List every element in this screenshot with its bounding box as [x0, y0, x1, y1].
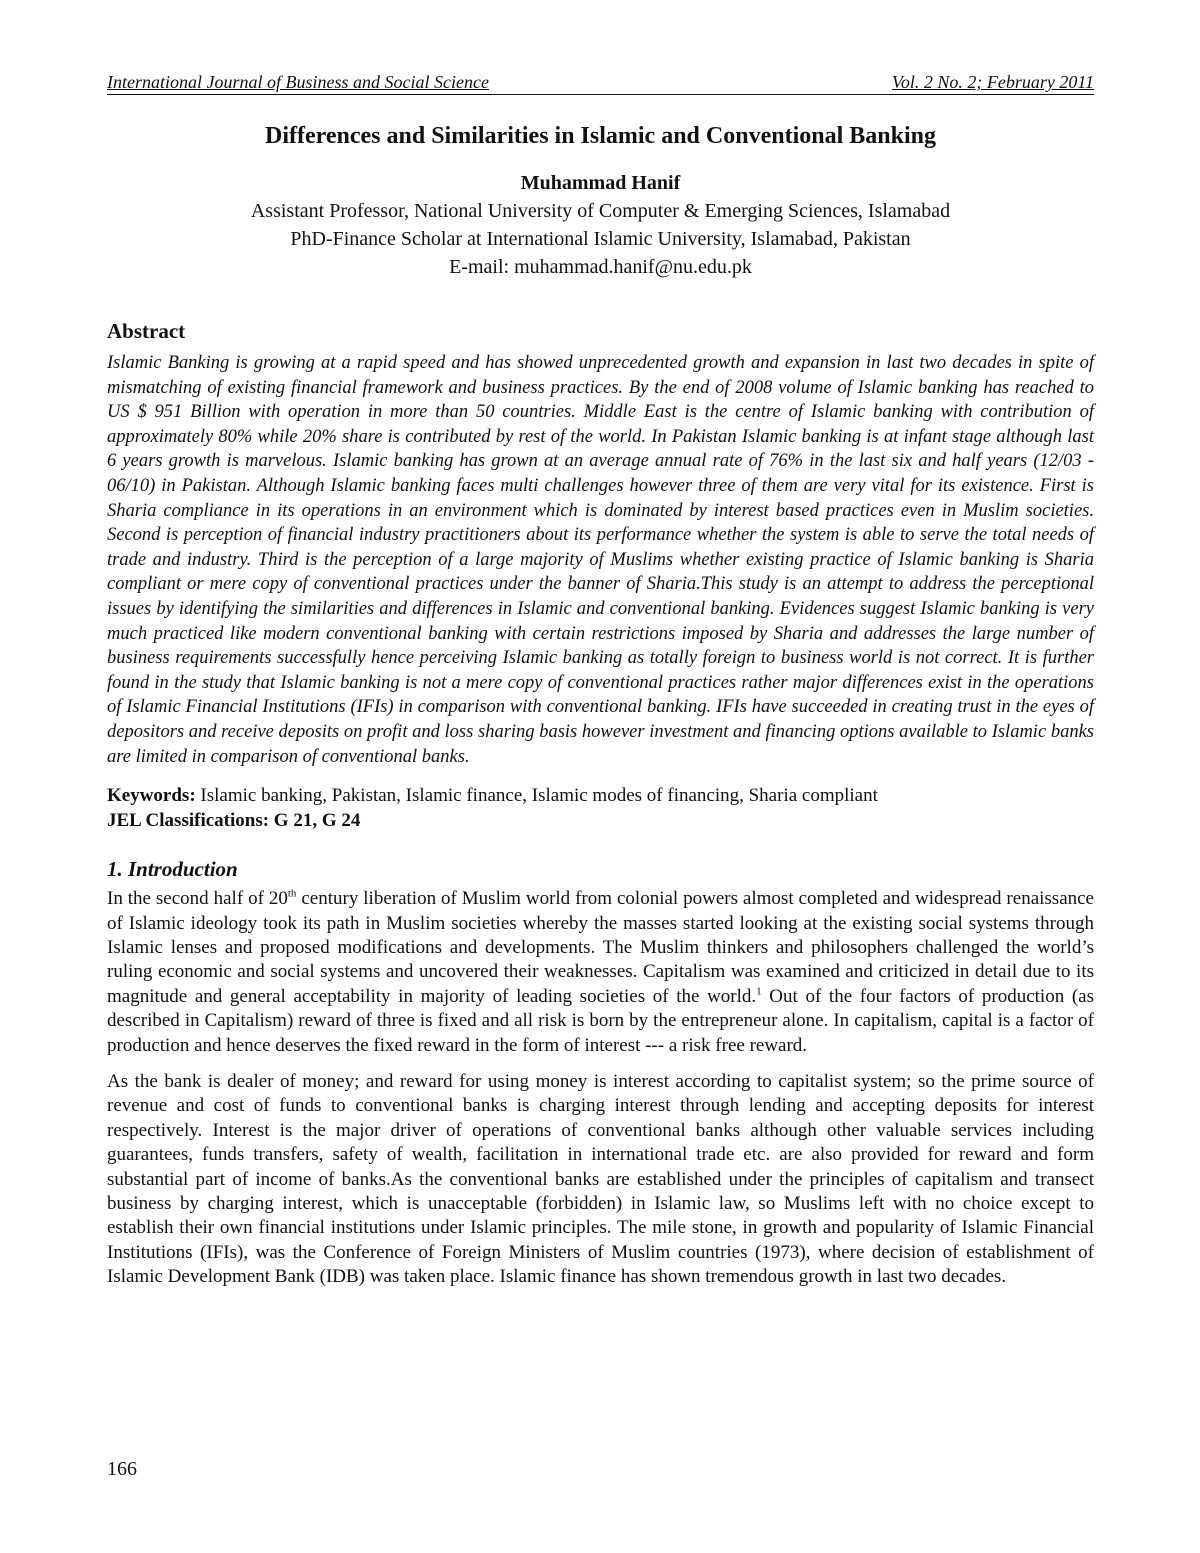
intro-p1-start: In the second half of 20 [107, 888, 288, 910]
jel-classifications: JEL Classifications: G 21, G 24 [107, 810, 361, 832]
page-number: 166 [107, 1458, 137, 1480]
intro-paragraph-1 [107, 887, 1094, 1058]
author-name: Muhammad Hanif [520, 172, 681, 194]
ordinal-superscript: th [287, 887, 297, 900]
intro-p1-end: Out of the four factors of production (as described in Capitalism) reward of three is fixed and all risk is born by the entrepreneur alone. In capitalism, capital is a factor of production and hence deserves the fixed reward in the form of interest --- a risk free reward. [107, 985, 1095, 1056]
running-header [107, 70, 1094, 95]
paper-page [107, 70, 1094, 1302]
keywords-label: Keywords: [107, 785, 196, 807]
intro-p1-middle: century liberation of Muslim world from colonial powers almost completed and widespread renaissance of Islamic ideology took its path in Muslim societies whereby the masses started looking at the existing social systems through Islamic lenses and proposed modifications and developments. The Muslim thinkers and philosophers challenged the world’s ruling economic and social systems and uncovered their weaknesses. Capitalism was examined and criticized in detail due to its magnitude and general acceptability in majority of leading societies of the world. [107, 888, 1094, 1007]
keywords-text: Islamic banking, Pakistan, Islamic finance, Islamic modes of financing, Sharia compliant [195, 785, 878, 807]
introduction-heading: 1. Introduction [107, 857, 238, 882]
journal-name: International Journal of Business and Social Science [107, 72, 489, 92]
abstract-heading: Abstract [107, 319, 186, 343]
abstract-text: Islamic Banking is growing at a rapid speed and has showed unprecedented growth and expansion in last two decades in spite of mismatching of existing financial framework and business practices. By the end of 2008 volume of Islamic banking has reached to US $ 951 Billion with operation in more than 50 countries. Middle East is the centre of Islamic banking with contribution of approximately 80% while 20% share is contributed by rest of the world. In Pakistan Islamic banking is at infant stage although last 6 years growth is marvelous. Islamic banking has grown at an average annual rate of 76% in the last six and half years (12/03 - 06/10) in Pakistan. Although Islamic banking faces multi challenges however three of them are very vital for its existence. First is Sharia compliance in its operations in an environment which is dominated by interest based practices even in Muslim societies. Second is perception of financial industry practitioners about its performance whether the system is able to serve the total needs of trade and industry. Third is the perception of a large majority of Muslims whether existing practice of Islamic banking is Sharia compliant or mere copy of conventional practices under the banner of Sharia.This study is an attempt to address the perceptional issues by identifying the similarities and differences in Islamic and conventional banking. Evidences suggest Islamic banking is very much practiced like modern conventional banking with certain restrictions imposed by Sharia and addresses the large number of business requirements successfully hence perceiving Islamic banking as totally foreign to business world is not correct. It is further found in the study that Islamic banking is not a mere copy of conventional practices rather major differences exist in the operations of Islamic Financial Institutions (IFIs) in comparison with conventional banking. IFIs have succeeded in creating trust in the eyes of depositors and receive deposits on profit and loss sharing basis however investment and financing options available to Islamic banks are limited in comparison of conventional banks. [107, 353, 1094, 767]
author-block [107, 169, 1094, 281]
author-email: E-mail: muhammad.hanif@nu.edu.pk [449, 256, 752, 278]
volume-info: Vol. 2 No. 2; February 2011 [891, 72, 1094, 92]
keywords [107, 783, 1094, 808]
author-affiliation-1: Assistant Professor, National University of Computer & Emerging Sciences, Islamabad [250, 200, 951, 222]
paper-title: Differences and Similarities in Islamic and Conventional Banking [265, 123, 936, 149]
intro-paragraph-2: As the bank is dealer of money; and reward for using money is interest according to capitalist system; so the prime source of revenue and cost of funds to conventional banks is charging interest through lending and accepting deposits for interest respectively. Interest is the major driver of operations of conventional banks although other valuable services including guarantees, funds transfers, safety of wealth, facilitation in international trade etc. are also provided for reward and form substantial part of income of banks.As the conventional banks are established under the principles of capitalism and transect business by charging interest, which is unacceptable (forbidden) in Islamic law, so Muslims left with no choice except to establish their own financial institutions under Islamic principles. The mile stone, in growth and popularity of Islamic Financial Institutions (IFIs), was the Conference of Foreign Ministers of Muslim countries (1973), where decision of establishment of Islamic Development Bank (IDB) was taken place. Islamic finance has shown tremendous growth in last two decades. [107, 1070, 1094, 1288]
footnote-marker[interactable]: 1 [756, 985, 762, 998]
author-affiliation-2: PhD-Finance Scholar at International Islamic University, Islamabad, Pakistan [290, 228, 911, 250]
